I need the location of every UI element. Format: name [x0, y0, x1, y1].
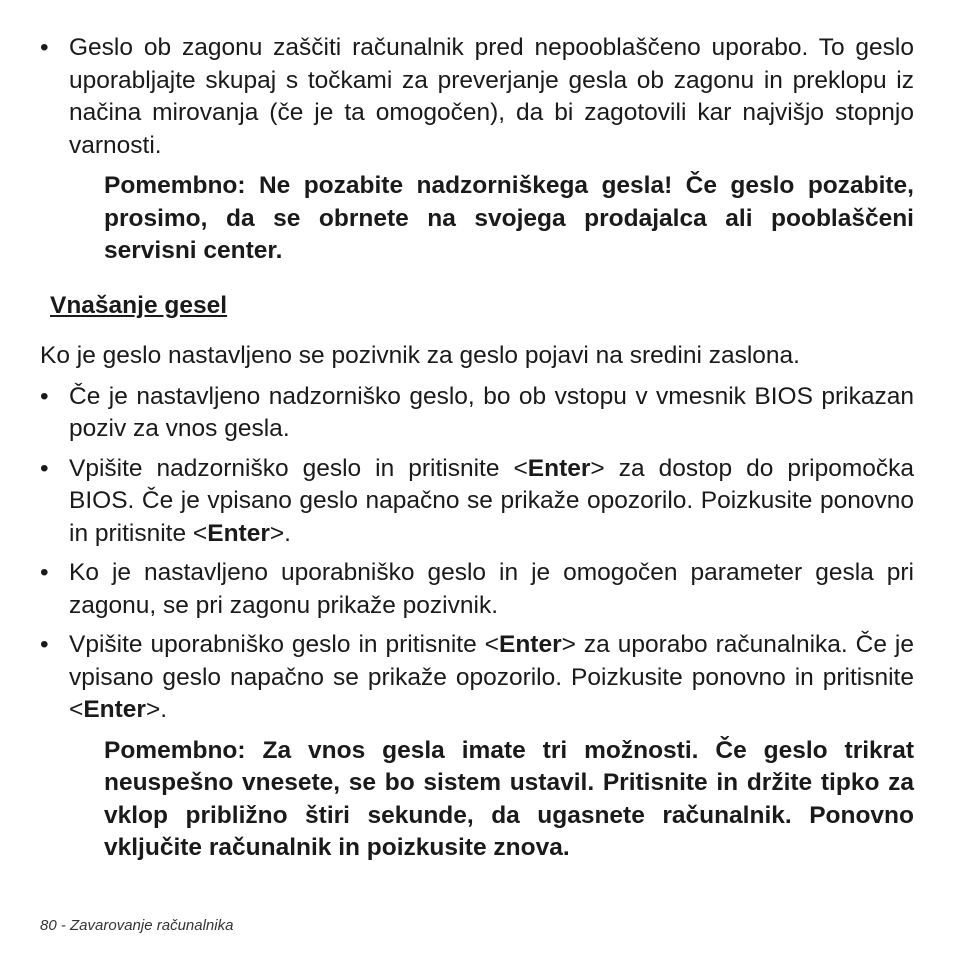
list-item	[40, 629, 914, 727]
key-name: Enter	[83, 696, 146, 723]
bullet-text: Geslo ob zagonu zaščiti računalnik pred nepooblaščeno uporabo. To geslo uporabljajte skupaj s točkami za preverjanje gesla ob zagonu in preklopu iz načina mirovanja (če je ta omogočen), da bi zagotovili kar najvišjo stopnjo varnosti.	[69, 34, 914, 159]
list-item	[40, 381, 914, 446]
bullet-text: > za uporabo računalnika. Če je vpisano geslo napačno se prikaže opozorilo. Poizkusite ponovno in pritisnite <	[69, 631, 914, 723]
bullet-marker: •	[40, 559, 49, 586]
intro-paragraph: Ko je geslo nastavljeno se pozivnik za geslo pojavi na sredini zaslona.	[40, 342, 800, 369]
bullet-marker: •	[40, 34, 49, 61]
list-item	[40, 557, 914, 622]
bullet-text: Vpišite nadzorniško geslo in pritisnite <	[69, 454, 528, 482]
key-name: Enter	[527, 454, 591, 482]
list-item	[40, 32, 914, 162]
bullet-text: >.	[145, 696, 168, 723]
bullet-text: Vpišite uporabniško geslo in pritisnite <	[69, 631, 499, 658]
section-heading: Vnašanje gesel	[50, 291, 228, 319]
key-name: Enter	[498, 631, 562, 658]
important-note: Pomembno: Ne pozabite nadzorniškega gesla! Če geslo pozabite, prosimo, da se obrnete na svojega prodajalca ali pooblaščeni servisni center.	[104, 172, 914, 264]
bullet-marker: •	[40, 382, 49, 410]
bullet-text: > za dostop do pripomočka BIOS. Če je vpisano geslo napačno se prikaže opozorilo. Poizkusite ponovno in pritisnite <	[69, 454, 914, 547]
page-content	[40, 32, 914, 865]
bullet-marker: •	[40, 631, 49, 658]
important-note: Pomembno: Za vnos gesla imate tri možnosti. Če geslo trikrat neuspešno vnesete, se bo sistem ustavil. Pritisnite in držite tipko za vklop približno štiri sekunde, da ugasnete računalnik. Ponovno vključite računalnik in poizkusite znova.	[104, 736, 914, 861]
bullet-text: >.	[269, 519, 291, 547]
bullet-marker: •	[40, 454, 49, 482]
key-name: Enter	[207, 519, 270, 547]
page-footer: 80 - Zavarovanje računalnika	[40, 917, 234, 934]
list-item	[40, 453, 914, 551]
bullet-text: Ko je nastavljeno uporabniško geslo in je omogočen parameter gesla pri zagonu, se pri zagonu prikaže pozivnik.	[69, 559, 914, 619]
bullet-text: Če je nastavljeno nadzorniško geslo, bo ob vstopu v vmesnik BIOS prikazan poziv za vnos gesla.	[69, 382, 914, 442]
